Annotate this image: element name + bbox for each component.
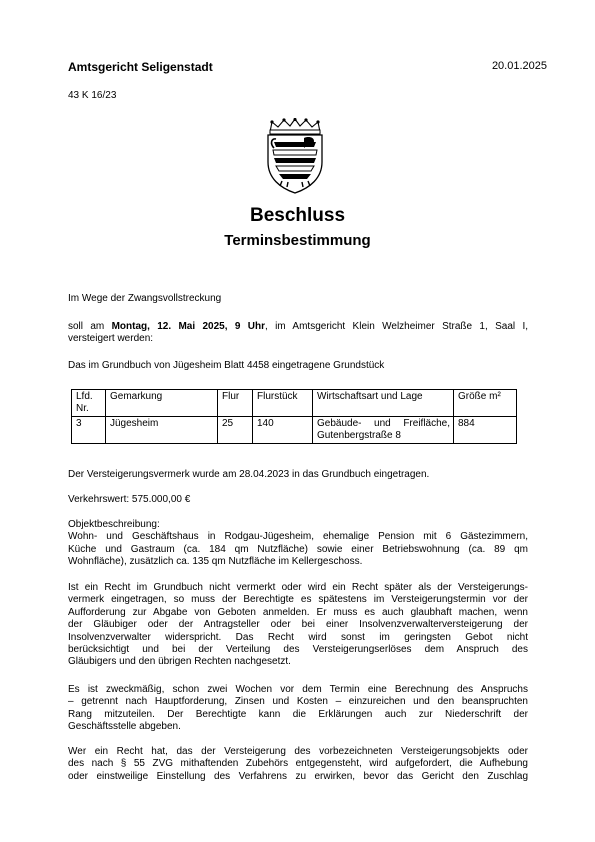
paragraph-line: Gläubigers und den übrigen Rechten nachgesetzt. [68, 656, 291, 668]
paragraph-line: der Gläubiger oder der Antragsteller oder bei einer Insolvenzverwalterversteigerung der [68, 619, 528, 631]
termin-line2: versteigert werden: [68, 333, 154, 345]
paragraph-line: Ist ein Recht im Grundbuch nicht vermerkt oder wird ein Recht später als der Versteigerungs- [68, 582, 528, 593]
table-row [72, 417, 517, 444]
document-date: 20.01.2025 [491, 60, 547, 72]
paragraph-line: oder einstweilige Einstellung des Verfahrens zu erwirken, bevor das Gericht den Zuschlag [68, 770, 528, 782]
table-header-cell: Wirtschaftsart und Lage [313, 390, 454, 417]
termin-location: , im Amtsgericht Klein Welzheimer Straße 1, Saal I, [264, 321, 528, 332]
paragraph-line: Aufforderung zur Abgabe von Geboten anmelden. Er muss es auch glaubhaft machen, wenn [68, 606, 528, 618]
case-number: 43 K 16/23 [68, 90, 117, 101]
paragraph-line: Es ist zweckmäßig, schon zwei Wochen vor dem Termin eine Berechnung des Anspruchs [68, 684, 528, 695]
paragraph-anmeldung [68, 582, 528, 669]
table-cell: 884 [454, 417, 517, 444]
grundbuch-intro: Das im Grundbuch von Jügesheim Blatt 4458 eingetragene Grundstück [68, 360, 385, 371]
table-header-cell: Größe m² [454, 390, 517, 417]
paragraph-line: des nach § 55 ZVG mithaftenden Zubehörs entgegensteht, wird aufgefordert, die Aufhebung [68, 758, 528, 770]
table-header-cell: Gemarkung [106, 390, 218, 417]
table-header-row [72, 390, 517, 417]
table-header-cell: Flur [218, 390, 253, 417]
paragraph-line: Wer ein Recht hat, das der Versteigerung des vorbezeichneten Versteigerungsobjekts oder [68, 746, 528, 757]
property-table [71, 389, 517, 444]
paragraph-line: berücksichtigt und bei der Verteilung des Versteigerungserlöses dem Anspruch des [68, 644, 528, 656]
termin-prefix: soll am [68, 321, 112, 332]
table-cell: Jügesheim [106, 417, 218, 444]
table-header-cell: Flurstück [253, 390, 313, 417]
objekt-line: Wohnfläche), zusätzlich ca. 135 qm Nutzfläche im Kellergeschoss. [68, 556, 363, 568]
paragraph-aufhebung [68, 746, 528, 783]
paragraph-line: – getrennt nach Hauptforderung, Zinsen und Kosten – einzureichen und den beanspruchten [68, 696, 528, 708]
table-cell: 3 [72, 417, 106, 444]
table-cell: Gebäude- und Freifläche, Gutenbergstraße 8 [313, 417, 454, 444]
termin-paragraph [68, 321, 528, 346]
objekt-description [68, 519, 528, 569]
intro-text: Im Wege der Zwangsvollstreckung [68, 293, 222, 304]
verkehrswert: Verkehrswert: 575.000,00 € [68, 494, 191, 505]
document-title: Beschluss [249, 205, 346, 226]
table-cell: 25 [218, 417, 253, 444]
paragraph-line: vermerk eingetragen, so muss der Berechtigte es spätestens im Versteigerungstermin vor der [68, 594, 528, 606]
objekt-label: Objektbeschreibung: [68, 519, 160, 530]
vermerk-text: Der Versteigerungsvermerk wurde am 28.04.2023 in das Grundbuch eingetragen. [68, 469, 430, 480]
paragraph-berechnung [68, 684, 528, 734]
termin-date: Montag, 12. Mai 2025, 9 Uhr [111, 321, 265, 332]
objekt-line: Küche und Gastraum (ca. 184 qm Nutzfläche) sowie einer Betriebswohnung (ca. 89 qm [68, 543, 528, 555]
paragraph-line: Geschäftsstelle abgeben. [68, 721, 181, 733]
court-name: Amtsgericht Seligenstadt [68, 60, 213, 74]
paragraph-line: Insolvenzverwalter widerspricht. Das Recht wird sonst im geringsten Gebot nicht [68, 631, 528, 643]
objekt-line: Wohn- und Geschäftshaus in Rodgau-Jügesheim, ehemalige Pension mit 6 Gästezimmern, [68, 531, 528, 543]
hessen-coat-of-arms-icon [264, 118, 326, 194]
table-cell: 140 [253, 417, 313, 444]
document-subtitle: Terminsbestimmung [224, 232, 371, 249]
table-header-cell: Lfd. Nr. [72, 390, 106, 417]
paragraph-line: Rang mitzuteilen. Der Berechtigte kann die Erklärungen auch zur Niederschrift der [68, 708, 528, 720]
